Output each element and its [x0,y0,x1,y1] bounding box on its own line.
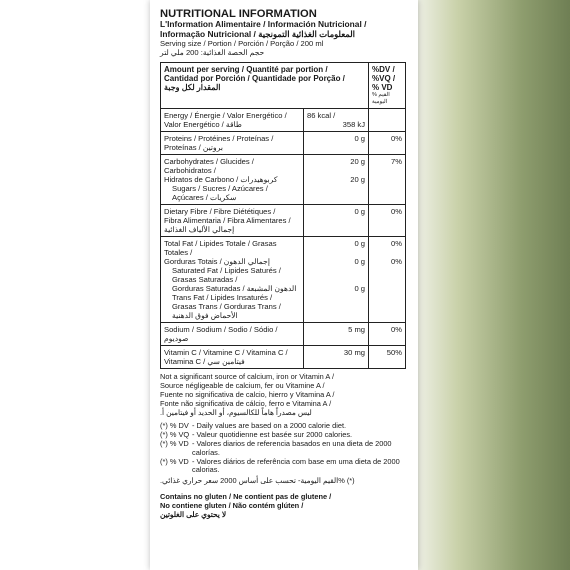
fat-label-1: Total Fat / Lipides Totale / Grasas Totales / [164,239,277,258]
footnotes [160,422,406,486]
panel-subtitle-1: L'Information Alimentaire / Información Nutricional / [160,19,367,29]
gluten-line-3: لا يحتوي على الغلوتين [160,509,227,519]
amount-header [161,63,369,108]
saturated-fat-label-1: Saturated Fat / Lipides Saturés / [172,266,281,276]
background-left [0,0,150,570]
energy-row [161,109,405,132]
proteins-amount: 0 g [304,132,369,154]
note-line-5: ليس مصدراً هاماً للكالسيوم، أو الحديد أو فيتامين أ. [160,407,312,417]
proteins-label-2: Proteínas / بروتين [164,143,223,153]
sodium-label: Sodium / Sodium / Sodio / Sódio / صوديوم [161,323,304,345]
proteins-label-1: Proteins / Protéines / Proteínas / [164,134,274,144]
saturated-fat-label-2: Grasas Saturadas / [172,275,238,285]
sugars-label-2: Açúcares / سكريات [172,193,237,203]
footnote-vd-pt-text: - Valores diários de referência com base em uma dieta de 2000 calorias. [192,456,400,475]
gluten-statement [160,492,406,519]
vitamin-c-label [161,346,304,368]
dv-header [369,63,405,108]
footnote-vd-es-key: (*) % VD [160,438,189,448]
dv-header-line-3: % VD [372,83,393,93]
vitamin-c-amount: 30 mg [304,346,369,368]
carbohydrates-label [161,155,304,204]
carbohydrates-spacer [307,166,365,175]
fat-dv-spacer [372,248,402,257]
fat-amounts [304,237,369,322]
proteins-dv: 0% [391,134,402,144]
fat-row [161,237,405,323]
dv-header-line-4: % القيم اليومية [372,92,390,106]
amount-header-line-2: Cantidad por Porción / Quantidade por Porção / [164,74,345,84]
footnote-dv-key: (*) % DV [160,421,189,431]
energy-label [161,109,304,131]
fat-spacer-2 [307,266,365,284]
vitamin-c-dv: 50% [386,348,402,358]
background-bottle [410,0,570,570]
fibre-label-2: Fibra Alimentaria / Fibra Alimentares / [164,216,291,226]
energy-dv [369,109,405,131]
fibre-label-1: Dietary Fibre / Fibre Diététiques / [164,207,276,217]
footnote-vq-key: (*) % VQ [160,430,190,440]
vitamin-c-row [161,346,405,368]
proteins-row [161,132,405,155]
source-notes [160,373,406,417]
carbohydrates-dv: 7% [391,157,402,167]
carbohydrates-amounts [304,155,369,204]
sugars-label-1: Sugars / Sucres / Azúcares / [172,184,268,194]
note-line-3: Fuente no significativa de calcio, hierro y Vitamina A / [160,390,335,399]
footnote-dv-text: - Daily values are based on a 2000 calorie diet. [192,421,347,431]
saturated-fat-label-3: Gorduras Saturadas / الدهون المشبعة [172,284,297,294]
footnote-vd-pt-key: (*) % VD [160,456,189,466]
trans-fat-label-2: Grasas Trans / Gorduras Trans / [172,302,281,312]
amount-header-line-1: Amount per serving / Quantité par portion / [164,65,328,75]
energy-kj: 358 kJ [342,120,365,130]
note-line-4: Fonte não significativa de cálcio, ferro e Vitamina A / [160,398,332,408]
note-line-1: Not a significant source of calcium, iron or Vitamin A / [160,372,335,382]
sugars-amount: 20 g [350,175,365,185]
fibre-row [161,205,405,237]
dv-header-line-1: %DV / [372,65,395,75]
nutrition-panel [160,8,406,519]
energy-label-2: Valor Energético / طاقة [164,120,242,130]
trans-fat-label-3: الأحماض فوق الدهنية [172,311,238,321]
fat-label-2: Gorduras Totais / إجمالي الدهون [164,257,270,267]
fibre-amount: 0 g [304,205,369,236]
energy-kcal: 86 kcal / [307,111,336,121]
fat-dv: 0% [391,239,402,249]
sodium-dv: 0% [391,325,402,335]
serving-size-arabic: حجم الحصة الغذائية: 200 ملي لتر [160,48,265,58]
note-line-2: Source négligeable de calcium, fer ou Vitamine A / [160,381,325,391]
table-header [161,63,405,109]
dv-header-line-2: %VQ / [372,74,396,84]
fat-dvs [369,237,405,322]
fibre-label-3: إجمالي الألياف الغذائية [164,225,235,235]
nutrition-table [160,62,406,369]
gluten-line-1: Contains no gluten / Ne contient pas de glutene / [160,491,332,501]
gluten-line-2: No contiene gluten / Não contém glúten / [160,500,304,510]
footnote-vd-es-text: - Valores diarios de referencia basados en una dieta de 2000 calorías. [192,438,392,457]
proteins-label [161,132,304,154]
vitamin-c-label-1: Vitamin C / Vitamine C / Vitamina C / [164,348,288,358]
fat-label [161,237,304,322]
fat-amount: 0 g [354,239,365,249]
serving-size: Serving size / Portion / Porción / Porção / 200 ml [160,39,324,48]
vitamin-c-label-2: Vitamina C / فيتامين سي [164,357,245,367]
footnote-arabic: (*) %القيم اليومية- تحسب على أساس 2000 سعر حراري غذائي. [160,476,355,486]
amount-header-line-3: المقدار لكل وجبة [164,83,221,93]
fat-spacer-1 [307,248,365,257]
footnote-vq-text: - Valeur quotidienne est basée sur 2000 calories. [192,430,353,440]
footnote-vd-pt [160,458,406,476]
saturated-fat-amount: 0 g [354,257,365,267]
fibre-label [161,205,304,236]
carbohydrates-label-2: Hidratos de Carbono / كربوهيدرات [164,175,278,185]
energy-amount [304,109,369,131]
trans-fat-amount: 0 g [354,284,365,294]
panel-title: NUTRITIONAL INFORMATION [160,8,317,20]
sodium-amount: 5 mg [304,323,369,345]
fibre-dv: 0% [391,207,402,217]
saturated-fat-dv: 0% [391,257,402,267]
panel-subtitle-2: Informação Nutricional / المعلومات الغذائية التمونجية [160,28,355,39]
carbohydrates-amount: 20 g [350,157,365,167]
carbohydrates-row [161,155,405,205]
trans-fat-label-1: Trans Fat / Lipides Insaturés / [172,293,273,303]
sodium-row [161,323,405,346]
energy-label-1: Energy / Énergie / Valor Energético / [164,111,287,121]
carbohydrates-label-1: Carbohydrates / Glucides / Carbohidratos / [164,157,254,176]
footnote-vd-es [160,440,406,458]
